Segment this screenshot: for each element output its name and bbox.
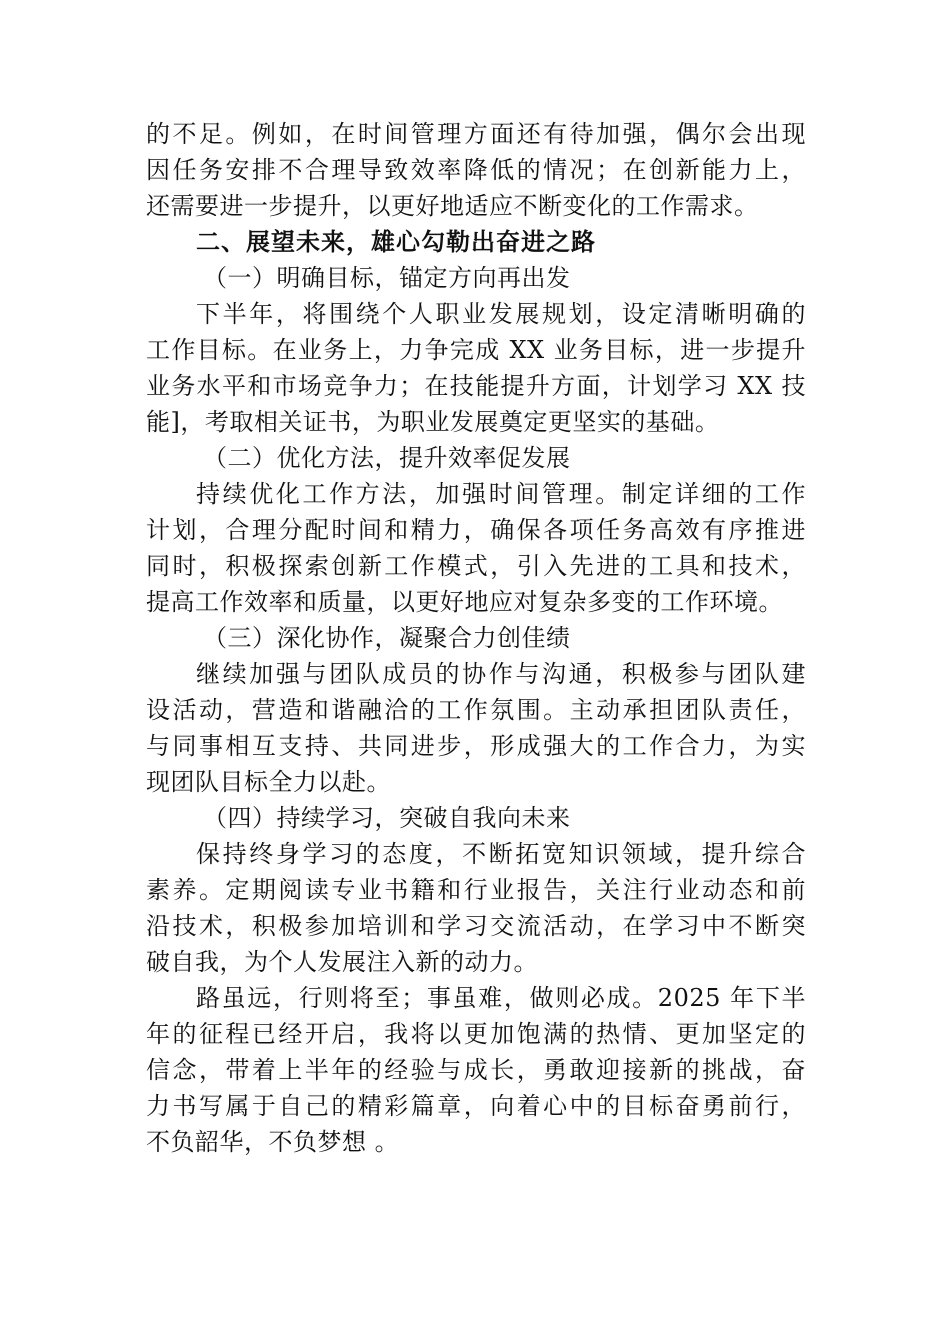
paragraph-line: 沿技术，积极参加培训和学习交流活动，在学习中不断突: [146, 912, 806, 940]
paragraph-line: 设活动，营造和谐融洽的工作氛围。主动承担团队责任，: [146, 696, 806, 724]
paragraph-line: 路虽远，行则将至；事虽难，做则必成。2025 年下半: [196, 984, 806, 1012]
paragraph-line: 工作目标。在业务上，力争完成 XX 业务目标，进一步提升: [146, 336, 806, 364]
paragraph-line: 不负韶华，不负梦想 。: [146, 1128, 400, 1156]
subsection-heading: （一）明确目标，锚定方向再出发: [203, 264, 571, 292]
paragraph-line: 力书写属于自己的精彩篇章，向着心中的目标奋勇前行，: [146, 1092, 806, 1120]
paragraph-line: 还需要进一步提升，以更好地适应不断变化的工作需求。: [146, 192, 759, 220]
paragraph-line: 持续优化工作方法，加强时间管理。制定详细的工作: [196, 480, 806, 508]
paragraph-line: 破自我，为个人发展注入新的动力。: [146, 948, 538, 976]
paragraph-line: 下半年，将围绕个人职业发展规划，设定清晰明确的: [196, 300, 806, 328]
paragraph-line: 现团队目标全力以赴。: [146, 768, 391, 796]
paragraph-line: 计划，合理分配时间和精力，确保各项任务高效有序推进: [146, 516, 806, 544]
paragraph-line: 能]，考取相关证书，为职业发展奠定更坚实的基础。: [146, 408, 720, 436]
subsection-heading: （三）深化协作，凝聚合力创佳绩: [203, 624, 571, 652]
paragraph-line: 的不足。例如，在时间管理方面还有待加强，偶尔会出现: [146, 120, 806, 148]
paragraph-line: 年的征程已经开启，我将以更加饱满的热情、更加坚定的: [146, 1020, 806, 1048]
paragraph-line: 素养。定期阅读专业书籍和行业报告，关注行业动态和前: [146, 876, 806, 904]
paragraph-line: 信念，带着上半年的经验与成长，勇敢迎接新的挑战，奋: [146, 1056, 806, 1084]
paragraph-line: 同时，积极探索创新工作模式，引入先进的工具和技术，: [146, 552, 806, 580]
subsection-heading: （四）持续学习，突破自我向未来: [203, 804, 571, 832]
paragraph-line: 业务水平和市场竞争力；在技能提升方面，计划学习 XX 技: [146, 372, 806, 400]
section-heading: 二、展望未来，雄心勾勒出奋进之路: [196, 227, 596, 256]
paragraph-line: 与同事相互支持、共同进步，形成强大的工作合力，为实: [146, 732, 806, 760]
subsection-heading: （二）优化方法，提升效率促发展: [203, 444, 571, 472]
paragraph-line: 保持终身学习的态度，不断拓宽知识领域，提升综合: [196, 840, 806, 868]
paragraph-line: 因任务安排不合理导致效率降低的情况；在创新能力上，: [146, 156, 806, 184]
paragraph-line: 继续加强与团队成员的协作与沟通，积极参与团队建: [196, 660, 806, 688]
paragraph-line: 提高工作效率和质量，以更好地应对复杂多变的工作环境。: [146, 588, 783, 616]
